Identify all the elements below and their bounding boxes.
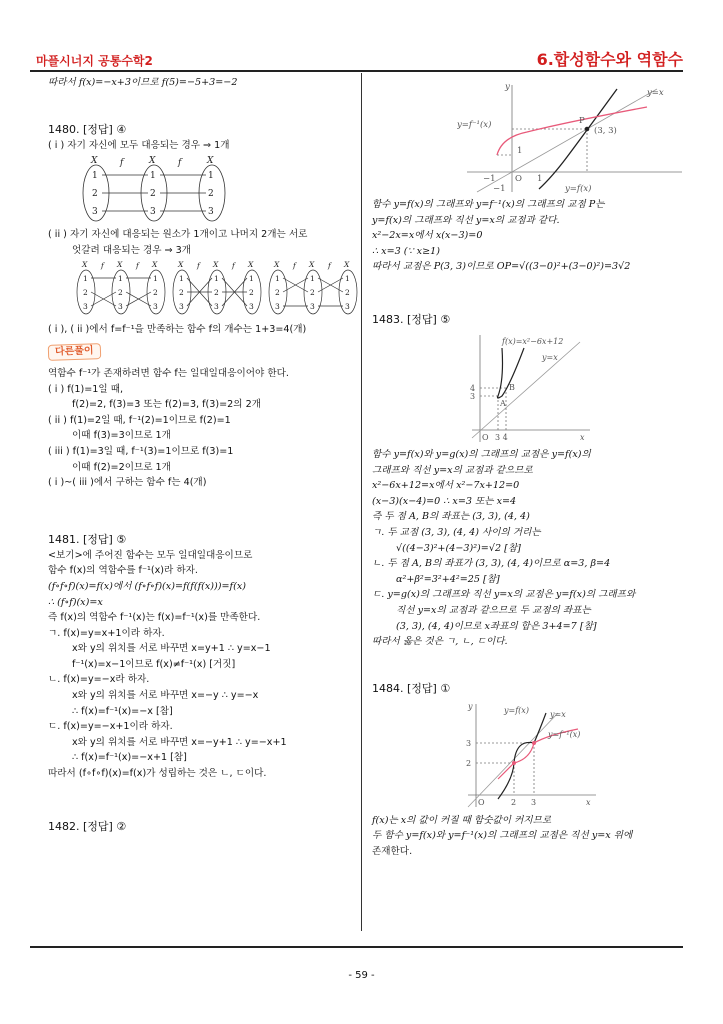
svg-text:3: 3: [275, 302, 280, 312]
carryover-line: 따라서 f(x)=−x+3이므로 f(5)=−5+3=−2: [48, 77, 238, 88]
p1483-line-6: ㄱ. 두 교점 (3, 3), (4, 4) 사이의 거리는: [372, 526, 541, 538]
svg-text:2: 2: [83, 288, 88, 298]
svg-text:1: 1: [249, 274, 254, 284]
svg-text:1: 1: [214, 274, 219, 284]
svg-text:1: 1: [275, 274, 280, 284]
p1481-line-3: (f∘f∘f)(x)=f(x)에서 (f∘f∘f)(x)=f(f(f(x)))=f(x): [48, 580, 246, 592]
p1483-line-3: x²−6x+12=x에서 x²−7x+12=0: [372, 480, 520, 492]
g2-yx-label: y=x: [542, 352, 558, 362]
p1481-line-15: 따라서 (f∘f∘f)(x)=f(x)가 성립하는 것은 ㄴ, ㄷ이다.: [48, 768, 267, 780]
p1480-alt-3: f(2)=2, f(3)=3 또는 f(2)=3, f(3)=2의 2개: [72, 399, 261, 411]
g3-two-y: 2: [466, 758, 472, 768]
p1480-alt-8: ( i )~( iii )에서 구하는 함수 f는 4(개): [48, 477, 207, 489]
svg-text:f: f: [232, 261, 235, 271]
svg-text:1: 1: [150, 171, 156, 182]
g1-neg1-y: −1: [493, 184, 506, 194]
p1480-alt-6: ( iii ) f(1)=3일 때, f⁻¹(3)=1이므로 f(3)=1: [48, 445, 234, 457]
g2-origin: O: [482, 432, 489, 442]
svg-text:3: 3: [83, 302, 88, 312]
p1481-line-2: 함수 f(x)의 역함수를 f⁻¹(x)라 하자.: [48, 565, 198, 577]
svg-text:f: f: [328, 261, 331, 271]
g1-P-coord: (3, 3): [594, 126, 617, 136]
p1481-line-12: ㄷ. f(x)=y=−x+1이라 하자.: [48, 721, 173, 733]
svg-text:1: 1: [83, 274, 88, 284]
svg-text:3: 3: [208, 207, 214, 218]
g2-three: 3: [470, 391, 476, 401]
p1484-title: 1484. [정답] ①: [372, 681, 451, 695]
right-column: [372, 75, 687, 859]
p1480-case-i: ( i ) 자기 자신에 모두 대응되는 경우 ⇒ 1개: [48, 139, 230, 151]
header-rule: [30, 70, 683, 72]
svg-text:1: 1: [153, 274, 158, 284]
p1483-line-13: 따라서 옳은 것은 ㄱ, ㄴ, ㄷ이다.: [372, 636, 508, 648]
g1-fx-label: y=f(x): [565, 184, 592, 194]
svg-text:f: f: [136, 261, 139, 271]
header-right: 6.합성함수와 역함수: [536, 50, 683, 69]
g3-three-x: 3: [531, 797, 537, 807]
p1483-line-2: 그래프와 직선 y=x의 교점과 같으므로: [372, 464, 533, 476]
p1481-line-5: 즉 f(x)의 역함수 f⁻¹(x)는 f(x)=f⁻¹(x)를 만족한다.: [48, 612, 261, 624]
p1483-line-7: √((4−3)²+(4−3)²)=√2 [참]: [396, 542, 521, 554]
header-left: 마플시너지 공통수학2: [36, 54, 153, 68]
r1480-line-4: ∴ x=3 (∵ x≥1): [372, 245, 440, 257]
svg-text:2: 2: [214, 288, 219, 298]
p1483-line-12: (3, 3), (4, 4)이므로 x좌표의 합은 3+4=7 [참]: [396, 620, 597, 632]
svg-text:2: 2: [275, 288, 280, 298]
g3-x-label: x: [586, 797, 591, 807]
g2-B: B: [509, 382, 515, 392]
svg-text:2: 2: [150, 189, 156, 200]
svg-text:X: X: [309, 260, 315, 270]
p1480-alt-5: 이때 f(3)=3이므로 1개: [72, 430, 171, 442]
svg-text:f: f: [120, 158, 124, 169]
p1481-line-8: f⁻¹(x)=x−1이므로 f(x)≠f⁻¹(x) [거짓]: [72, 658, 236, 670]
svg-text:3: 3: [179, 302, 184, 312]
g3-fx-label: y=f(x): [504, 705, 529, 715]
p1481-line-4: ∴ (f∘f)(x)=x: [48, 596, 103, 608]
g3-finv-label: y=f⁻¹(x): [548, 729, 581, 739]
g2-fx-label: f(x)=x²−6x+12: [502, 336, 564, 346]
svg-text:X: X: [207, 156, 214, 167]
r1480-line-2: y=f(x)의 그래프와 직선 y=x의 교점과 같다.: [372, 214, 560, 226]
g2-A: A: [500, 398, 506, 408]
p1484-line-2: 두 함수 y=f(x)와 y=f⁻¹(x)의 그래프의 교점은 직선 y=x 위에: [372, 830, 633, 842]
p1480-alt-7: 이때 f(2)=2이므로 1개: [72, 461, 171, 473]
p1483-line-5: 즉 두 점 A, B의 좌표는 (3, 3), (4, 4): [372, 511, 530, 523]
p1483-title: 1483. [정답] ⑤: [372, 312, 451, 326]
p1484-line-1: f(x)는 x의 값이 커질 때 함숫값이 커지므로: [372, 814, 552, 826]
svg-text:f: f: [293, 261, 296, 271]
svg-text:2: 2: [208, 189, 214, 200]
footer-rule: [30, 946, 683, 948]
g3-three-y: 3: [466, 738, 472, 748]
g1-y-label: y: [505, 82, 510, 92]
g2-x34: 3 4: [495, 432, 508, 442]
svg-text:2: 2: [249, 288, 254, 298]
p1481-line-10: x와 y의 위치를 서로 바꾸면 x=−y ∴ y=−x: [72, 690, 259, 702]
p1483-line-8: ㄴ. 두 점 A, B의 좌표가 (3, 3), (4, 4)이므로 α=3, β=4: [372, 558, 611, 570]
g1-neg1-x: −1: [483, 174, 496, 184]
svg-text:3: 3: [249, 302, 254, 312]
p1481-line-14: ∴ f(x)=f⁻¹(x)=−x+1 [참]: [72, 752, 187, 764]
g3-y-label: y: [468, 701, 473, 711]
mapping-diagram-swaps: [74, 260, 374, 320]
g1-yx-label: y=x: [647, 88, 664, 98]
svg-text:2: 2: [310, 288, 315, 298]
svg-text:f: f: [178, 158, 182, 169]
p1480-alt-1: 역함수 f⁻¹가 존재하려면 함수 f는 일대일대응이어야 한다.: [48, 367, 289, 379]
mapping-diagram-identity: [74, 155, 234, 225]
p1483-line-11: 직선 y=x의 교점과 같으므로 두 교점의 좌표는: [396, 604, 591, 616]
p1483-line-10: ㄷ. y=g(x)의 그래프와 직선 y=x의 교점은 y=f(x)의 그래프와: [372, 589, 636, 601]
alt-solution-badge: 다른풀이: [48, 343, 101, 361]
graph-1480-inverse: [457, 77, 687, 195]
svg-text:1: 1: [208, 171, 214, 182]
g2-x-label: x: [580, 432, 585, 442]
p1484-line-3: 존재한다.: [372, 845, 413, 857]
p1481-line-7: x와 y의 위치를 서로 바꾸면 x=y+1 ∴ y=x−1: [72, 643, 271, 655]
r1480-line-3: x²−2x=x에서 x(x−3)=0: [372, 230, 483, 242]
p1480-conclusion: ( i ), ( ii )에서 f=f⁻¹을 만족하는 함수 f의 개수는 1+3=4(개): [48, 324, 307, 336]
page-number: - 59 -: [348, 970, 375, 981]
r1480-line-1: 함수 y=f(x)의 그래프와 y=f⁻¹(x)의 그래프의 교점 P는: [372, 199, 605, 210]
svg-text:f: f: [101, 261, 104, 271]
g3-origin: O: [478, 797, 485, 807]
svg-text:3: 3: [345, 302, 350, 312]
left-column: [48, 75, 353, 835]
p1480-alt-4: ( ii ) f(1)=2일 때, f⁻¹(2)=1이므로 f(2)=1: [48, 414, 231, 426]
svg-text:3: 3: [118, 302, 123, 312]
p1481-line-11: ∴ f(x)=f⁻¹(x)=−x [참]: [72, 705, 173, 717]
p1481-title: 1481. [정답] ⑤: [48, 532, 127, 546]
svg-text:2: 2: [92, 189, 98, 200]
svg-text:1: 1: [92, 171, 98, 182]
p1483-line-4: (x−3)(x−4)=0 ∴ x=3 또는 x=4: [372, 495, 517, 507]
p1480-case-ii-b: 엇갈려 대응되는 경우 ⇒ 3개: [72, 244, 192, 256]
svg-text:1: 1: [179, 274, 184, 284]
svg-text:X: X: [82, 260, 88, 270]
p1480-case-ii-a: ( ii ) 자기 자신에 대응되는 원소가 1개이고 나머지 2개는 서로: [48, 229, 308, 241]
p1483-line-1: 함수 y=f(x)와 y=g(x)의 그래프의 교점은 y=f(x)의: [372, 448, 591, 460]
p1480-alt-2: ( i ) f(1)=1일 때,: [48, 383, 124, 395]
svg-text:2: 2: [345, 288, 350, 298]
svg-text:2: 2: [153, 288, 158, 298]
g1-one-y: 1: [517, 146, 523, 156]
g1-one-x: 1: [537, 174, 543, 184]
svg-text:f: f: [197, 261, 200, 271]
svg-text:1: 1: [118, 274, 123, 284]
svg-text:2: 2: [179, 288, 184, 298]
svg-text:X: X: [274, 260, 280, 270]
p1482-title: 1482. [정답] ②: [48, 819, 127, 833]
svg-text:1: 1: [310, 274, 315, 284]
svg-text:X: X: [248, 260, 254, 270]
svg-text:3: 3: [92, 207, 98, 218]
svg-text:X: X: [178, 260, 184, 270]
g3-yx-label: y=x: [550, 709, 566, 719]
svg-text:3: 3: [214, 302, 219, 312]
p1481-line-9: ㄴ. f(x)=y=−x라 하자.: [48, 674, 150, 686]
svg-text:X: X: [149, 156, 156, 167]
svg-text:X: X: [344, 260, 350, 270]
g3-two-x: 2: [511, 797, 517, 807]
svg-text:1: 1: [345, 274, 350, 284]
g1-P-label: P: [579, 116, 585, 126]
g2-four: 4: [470, 383, 476, 393]
svg-text:X: X: [91, 156, 98, 167]
g1-finv-label: y=f⁻¹(x): [457, 120, 492, 130]
graph-1484: [458, 699, 598, 811]
graph-1483-parabola: [462, 330, 592, 445]
svg-text:X: X: [152, 260, 158, 270]
p1481-line-6: ㄱ. f(x)=y=x+1이라 하자.: [48, 627, 165, 639]
p1483-line-9: α²+β²=3²+4²=25 [참]: [396, 573, 500, 585]
g1-origin: O: [515, 174, 522, 184]
column-divider: [361, 73, 362, 931]
svg-text:3: 3: [150, 207, 156, 218]
svg-text:X: X: [213, 260, 219, 270]
r1480-line-5: 따라서 교점은 P(3, 3)이므로 OP=√((3−0)²+(3−0)²)=3√2: [372, 261, 631, 273]
p1481-line-13: x와 y의 위치를 서로 바꾸면 x=−y+1 ∴ y=−x+1: [72, 736, 287, 748]
svg-text:2: 2: [118, 288, 123, 298]
svg-text:3: 3: [310, 302, 315, 312]
p1481-line-1: <보기>에 주어진 함수는 모두 일대일대응이므로: [48, 549, 253, 561]
p1480-title: 1480. [정답] ④: [48, 122, 127, 136]
svg-text:X: X: [117, 260, 123, 270]
svg-text:3: 3: [153, 302, 158, 312]
